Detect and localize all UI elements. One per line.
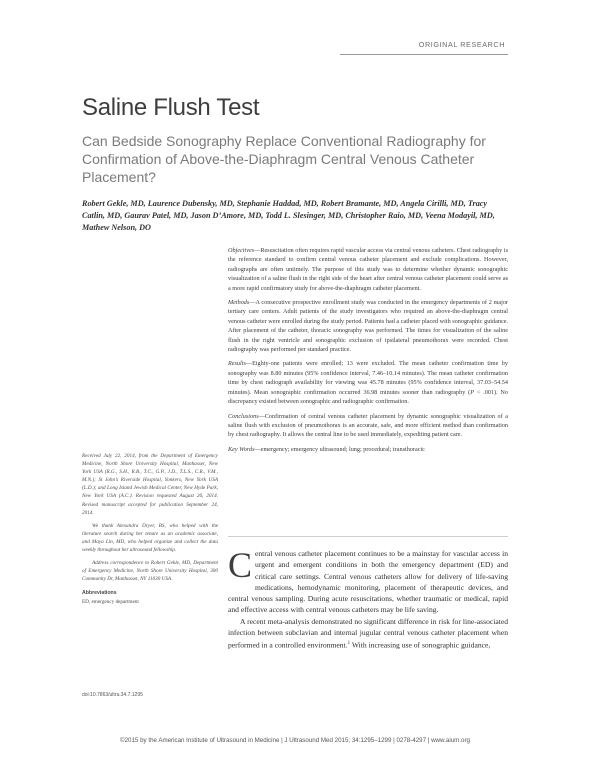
keywords-text: —emergency; emergency ultrasound; lung; procedural; transthoracic bbox=[254, 445, 425, 453]
body-paragraph-2-text: A recent meta-analysis demonstrated no significant difference in risk for line-associated infection between subclavian and internal jugular central venous catheter placement when performed in a controlled environment. bbox=[228, 616, 508, 650]
article-subtitle: Can Bedside Sonography Replace Conventional Radiography for Confirmation of Above-the-Diaphragm Central Venous Catheter Placement? bbox=[82, 133, 486, 185]
reference-superscript: 1 bbox=[347, 641, 351, 647]
keywords-label: Key Words bbox=[228, 445, 255, 453]
abstract-keywords bbox=[228, 445, 508, 454]
abstract-divider bbox=[228, 536, 508, 537]
abstract-methods bbox=[228, 298, 508, 354]
results-text-a: —Eighty-one patients were enrolled; 13 were excluded. The mean catheter confirmation time by sonography was 8.80 minutes (95% confidence interval, 7.46–10.14 minutes). The mean catheter confirmation time by chest radiograph availability for viewing was 45.78 minutes (95% confidence interval, 37.03–54.54 minutes). Mean sonographic confirmation occurred 36.98 minutes sooner than radiography ( bbox=[228, 360, 508, 396]
abbreviations-title: Abbreviations bbox=[82, 590, 117, 597]
conclusions-text: —Confirmation of central venous catheter placement by dynamic sonographic visualization of a saline flush with exclusion of pneumothorax is an accurate, safe, and more efficient method than confirmation by chest radiography. It allows the central line to be used immediately, expediting patient care. bbox=[228, 412, 508, 439]
acknowledgments: We thank Alexandra Dryer, BS, who helped with the literature search during her tenure as an academic associate, and Maya Lin, MD, who helped organize and collect the data weekly throughout her ultrasound fellowship. bbox=[82, 522, 218, 554]
section-label: ORIGINAL RESEARCH bbox=[418, 40, 505, 49]
abstract-results bbox=[228, 359, 508, 406]
objectives-label: Objectives bbox=[228, 247, 255, 254]
body-text bbox=[228, 545, 508, 651]
results-text-b: < .001). No discrepancy existed between sonographic and radiographic confirmation. bbox=[228, 388, 508, 406]
received-note: Received July 22, 2014, from the Department of Emergency Medicine, North Shore University Hospital, Manhasset, New York USA (R.G., S.H., R.B., T.C., G.P., J.D., T.L.S., C.R., V.M., M.N.); St John’s Riverside Hospital, Yonkers, New York USA (L.D.); and Long Island Jewish Medical Center, New Hyde Park, New York USA (A.C.). Revision requested August 26, 2014. Revised manuscript accepted for publication September 24, 2014. bbox=[82, 453, 218, 516]
body-paragraph-1-text: entral venous catheter placement continues to be a mainstay for vascular access in urgent and emergent conditions in both the emergency department (ED) and critical care settings. Central venous catheters allow for delivery of life-saving medications, hemodynamic monitoring, placement of therapeutic devices, and central venous sampling. During acute resuscitations, whether traumatic or medical, rapid and effective access with central venous catheters may be life saving. bbox=[228, 549, 508, 615]
author-list: Robert Gekle, MD, Laurence Dubensky, MD, Stephanie Haddad, MD, Robert Bramante, MD, Angela Cirilli, MD, Tracy Catlin, MD, Gaurav Patel, MD, Jason D’Amore, MD, Todd L. Slesinger, MD, Christopher Raio, MD, Veena Modayil, MD, Mathew Nelson, DO bbox=[82, 199, 495, 232]
article-sidebar bbox=[82, 452, 218, 606]
results-p-symbol: P bbox=[470, 388, 474, 396]
body-paragraph-1 bbox=[228, 545, 508, 616]
abstract-objectives bbox=[228, 246, 508, 293]
body-paragraph-2-tail: With increasing use of sonographic guidance, bbox=[350, 640, 491, 650]
objectives-text: —Resuscitation often requires rapid vascular access via central venous catheters. Chest radiography is the reference standard to confirm central venous catheter placement and exclude complications. However, radiographs are often untimely. The purpose of this study was to determine whether dynamic sonographic visualization of a saline flush in the right side of the heart after central venous catheter placement could serve as a more rapid confirmatory study for above-the-diaphragm catheter placement. bbox=[228, 247, 508, 292]
results-label: Results bbox=[228, 360, 246, 368]
doi-text: doi:10.7863/ultra.34.7.1295 bbox=[82, 692, 143, 698]
abbreviations-line: ED, emergency department bbox=[82, 598, 139, 605]
abstract-conclusions bbox=[228, 412, 508, 440]
drop-cap: C bbox=[228, 545, 253, 585]
article-title: Saline Flush Test bbox=[82, 94, 260, 121]
methods-label: Methods bbox=[228, 299, 250, 307]
methods-text: —A consecutive prospective enrollment study was conducted in the emergency departments of 2 major tertiary care centers. Adult patients of the study investigators who required an above-the-diaphragm central venous catheter were enrolled during the study period. Patients had a catheter placed with sonographic guidance. After placement of the catheter, thoracic sonography was performed. The times for visualization of the saline flush in the right ventricle and sonographic exclusion of ipsilateral pneumothorax were recorded. Chest radiography was performed per standard practice. bbox=[228, 299, 508, 354]
page-footer: ©2015 by the American Institute of Ultrasound in Medicine | J Ultrasound Med 2015; 34:1295–1299 | 0278-4297 | www.aium.org bbox=[120, 737, 470, 744]
abstract bbox=[228, 246, 508, 459]
conclusions-label: Conclusions bbox=[228, 412, 259, 420]
header-divider bbox=[340, 54, 508, 55]
body-paragraph-2 bbox=[228, 616, 508, 651]
correspondence-address: Address correspondence to Robert Gekle, MD, Department of Emergency Medicine, North Shore University Hospital, 300 Community Dr, Manhasset, NY 11030 USA. bbox=[82, 560, 218, 583]
